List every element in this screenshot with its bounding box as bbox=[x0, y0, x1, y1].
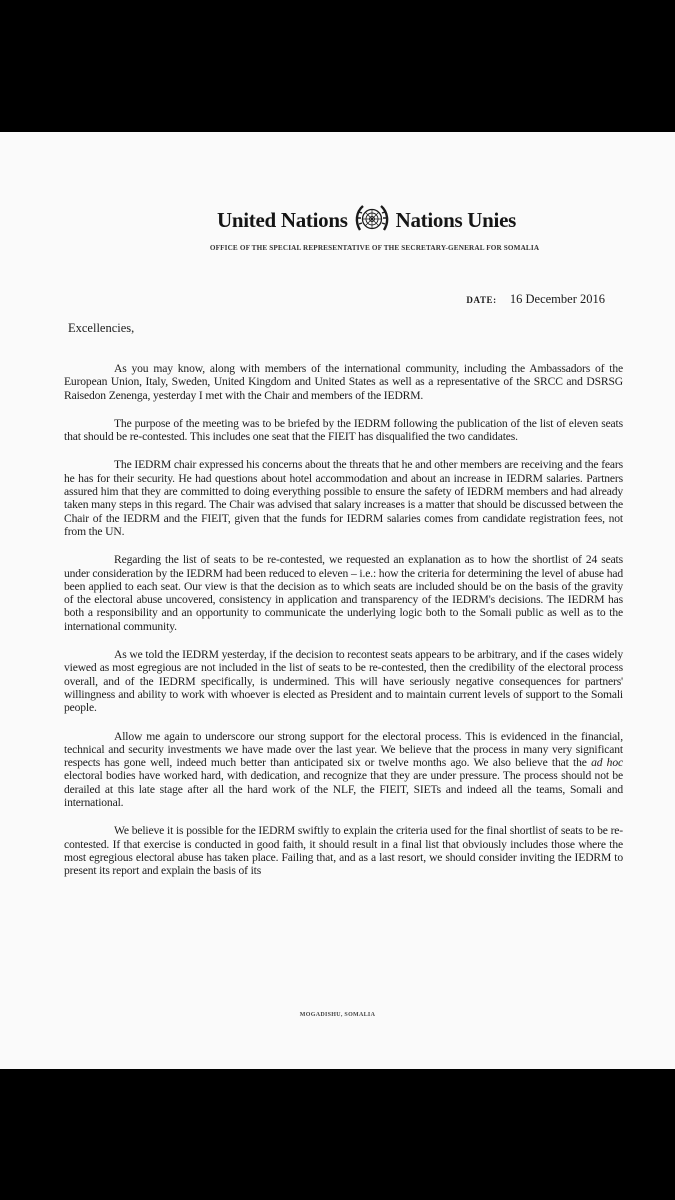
salutation: Excellencies, bbox=[68, 321, 135, 335]
letterhead-name-en: United Nations bbox=[217, 207, 348, 232]
letterhead bbox=[110, 200, 623, 240]
paragraph-support-part1: Allow me again to underscore our strong support for the electoral process. This is evidenced in the financial, technical and security investments we have made over the last year. We believe that the process in many very significant respects has gone well, indeed much better than anticipated six or twelve months ago. We also believe that the bbox=[64, 729, 623, 770]
letterhead-name-fr: Nations Unies bbox=[395, 207, 516, 232]
paragraph-purpose: The purpose of the meeting was to be briefed by the IEDRM following the publication of the list of eleven seats that should be re-contested. This includes one seat that the FIEIT has disqualified the two candidates. bbox=[64, 416, 623, 444]
office-line: OFFICE OF THE SPECIAL REPRESENTATIVE OF THE SECRETARY-GENERAL FOR SOMALIA bbox=[209, 244, 540, 252]
letter-page bbox=[0, 132, 675, 1069]
un-emblem-icon bbox=[352, 200, 392, 240]
date-label: DATE: bbox=[466, 295, 497, 305]
date-line bbox=[64, 292, 605, 307]
paragraph-support bbox=[64, 730, 623, 810]
paragraph-credibility: As we told the IEDRM yesterday, if the decision to recontest seats appears to be arbitrary, and if the cases widely viewed as most egregious are not included in the list of seats to be re-contested, then the credibility of the electoral process overall, and of the IEDRM specifically, is undermined. This will have seriously negative consequences for partners' willingness and ability to work with whoever is elected as President and to maintain current levels of support to the Somali people. bbox=[64, 648, 623, 715]
paragraph-support-emphasis: ad hoc bbox=[591, 756, 623, 770]
paragraph-criteria: We believe it is possible for the IEDRM swiftly to explain the criteria used for the final shortlist of seats to be re-contested. If that exercise is conducted in good faith, it should result in a final list that obviously includes those where the most egregious electoral abuse has taken place. Failing that, and as a last resort, we should consider inviting the IEDRM to present its report and explain the basis of its bbox=[64, 824, 623, 878]
footer-location: MOGADISHU, SOMALIA bbox=[299, 1012, 376, 1018]
paragraph-seat-list: Regarding the list of seats to be re-contested, we requested an explanation as to how the shortlist of 24 seats under consideration by the IEDRM had been reduced to eleven – i.e.: how the criteria for determining the level of abuse had been applied to each seat. Our view is that the decision as to which seats are included should be on the basis of the gravity of the electoral abuse uncovered, consistency in application and transparency of the IEDRM's decisions. The IEDRM has both a responsibility and an opportunity to communicate the underlying logic both to the Somali public as well as to the international community. bbox=[64, 553, 623, 633]
paragraph-support-part2: electoral bodies have worked hard, with dedication, and recognize that they are under pressure. The process should not be derailed at this late stage after all the hard work of the NLF, the FIEIT, SIETs and indeed all the teams, Somali and international. bbox=[64, 769, 623, 810]
date-value: 16 December 2016 bbox=[509, 292, 605, 306]
paragraph-meeting: As you may know, along with members of the international community, including the Ambassadors of the European Union, Italy, Sweden, United Kingdom and United States as well as a representative of the SRCC and DSRSG Raisedon Zenenga, yesterday I met with the Chair and members of the IEDRM. bbox=[64, 362, 623, 402]
paragraph-chair-concerns: The IEDRM chair expressed his concerns about the threats that he and other members are receiving and the fears he has for their security. He had questions about hotel accommodation and about an increase in IEDRM salaries. Partners assured him that they are committed to doing everything possible to ensure the safety of IEDRM members and had already taken many steps in this regard. The Chair was advised that salary increases is a matter that should be discussed between the Chair of the IEDRM and the FIEIT, given that the funds for IEDRM salaries comes from candidate registration fees, not from the UN. bbox=[64, 458, 623, 538]
letter-body bbox=[64, 362, 623, 878]
